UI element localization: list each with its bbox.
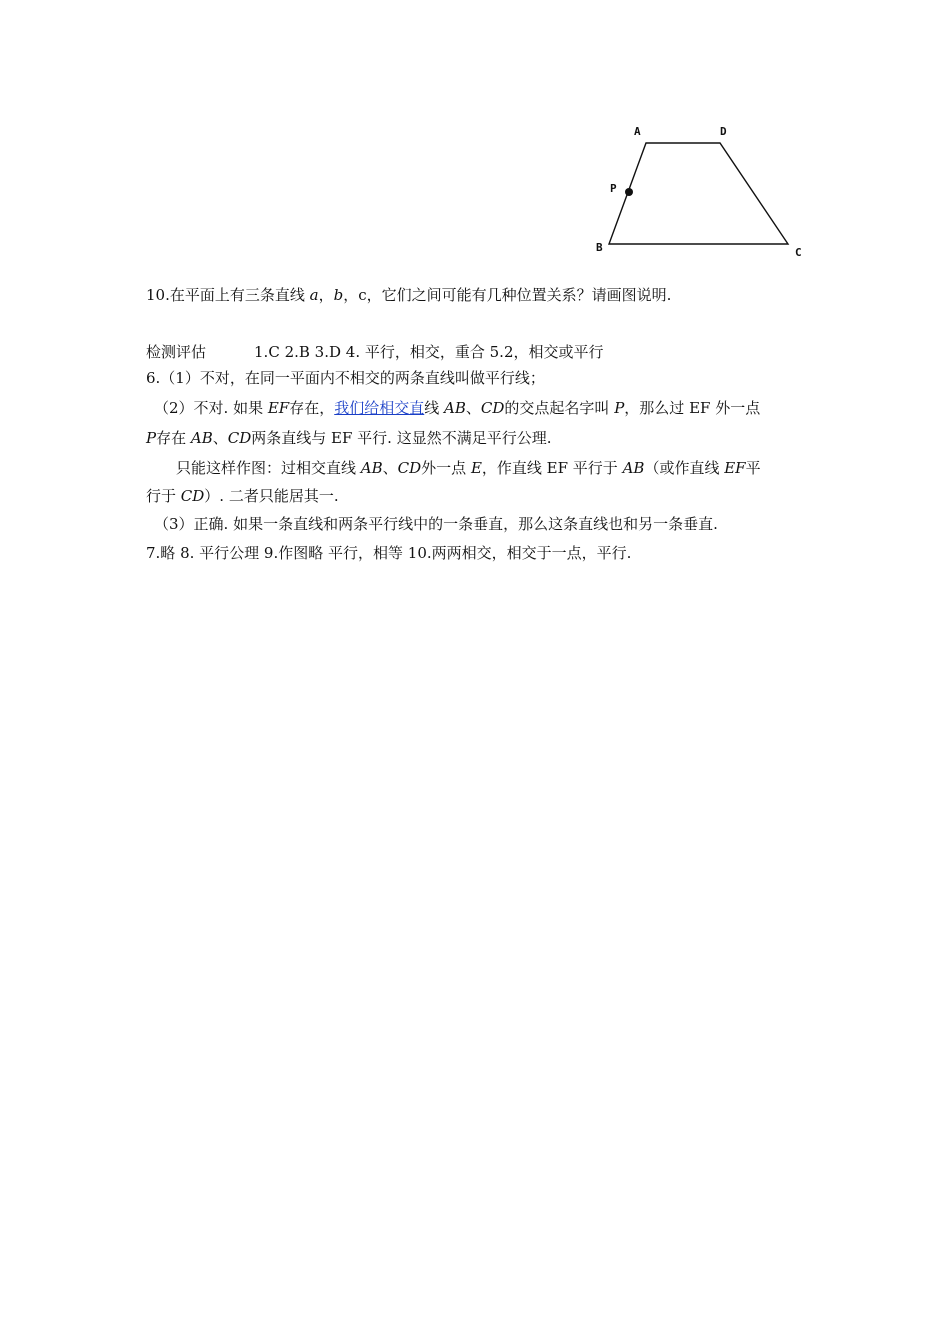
answers-line-3 [154, 398, 834, 418]
answers-line-4 [146, 428, 826, 448]
q10-text-a: 10.在平面上有三条直线 [146, 286, 310, 304]
label-d: D [720, 125, 727, 138]
related-link[interactable]: 我们给相交直 [334, 399, 425, 417]
point-p [625, 188, 633, 196]
label-c: C [795, 246, 802, 259]
answers-line-5 [176, 458, 856, 478]
trapezoid-diagram [590, 118, 820, 268]
line5-cd: CD [397, 459, 422, 477]
line3-ef: EF [267, 399, 290, 417]
line4-p: P [146, 429, 157, 447]
line5-ab: AB [360, 459, 383, 477]
line4-t3: 两条直线与 EF 平行. 这显然不满足平行公理. [251, 429, 552, 447]
line5-ab2: AB [622, 459, 645, 477]
answers-line-7: （3）正确. 如果一条直线和两条平行线中的一条垂直，那么这条直线也和另一条垂直. [154, 515, 718, 533]
line6-t2: ）. 二者只能居其一. [204, 487, 339, 505]
line3-t6: ，那么过 EF 外一点 [624, 399, 761, 417]
line3-t5: 的交点起名字叫 [504, 399, 615, 417]
line5-t4: ，作直线 EF 平行于 [481, 459, 623, 477]
line4-ab: AB [190, 429, 213, 447]
line4-cd: CD [227, 429, 252, 447]
line4-t2: 、 [212, 429, 228, 447]
line3-p: P [614, 399, 625, 417]
answers-line-6 [146, 486, 826, 506]
answers-line-1 [146, 342, 826, 362]
line3-cd: CD [480, 399, 505, 417]
line5-ef: EF [724, 459, 746, 477]
line5-t2: 、 [382, 459, 398, 477]
label-a: A [634, 125, 641, 138]
q10-var-b: b [333, 286, 344, 304]
answers-1-5: 1.C 2.B 3.D 4. 平行，相交，重合 5.2，相交或平行 [254, 343, 604, 361]
trapezoid-abcd [609, 143, 788, 244]
label-b: B [596, 241, 603, 254]
line3-t4: 、 [465, 399, 481, 417]
q10-text-b: c，它们之间可能有几种位置关系？请画图说明. [358, 286, 672, 304]
q10-sep1: ， [318, 286, 334, 304]
question-10 [146, 285, 826, 305]
line5-t5: （或作直线 [644, 459, 725, 477]
line6-cd: CD [180, 487, 205, 505]
line3-t2: 存在， [289, 399, 335, 417]
line5-t1: 只能这样作图：过相交直线 [176, 459, 361, 477]
line5-t6: 平 [745, 459, 761, 477]
answers-line-8: 7.略 8. 平行公理 9.作图略 平行，相等 10.两两相交，相交于一点，平行. [146, 544, 632, 562]
line4-t1: 存在 [156, 429, 191, 447]
line5-t3: 外一点 [421, 459, 471, 477]
trapezoid-figure [590, 118, 820, 268]
q10-var-a: a [309, 286, 319, 304]
line3-t1: （2）不对. 如果 [154, 399, 268, 417]
answers-heading: 检测评估 [146, 343, 207, 361]
label-p: P [610, 182, 617, 195]
line6-t1: 行于 [146, 487, 181, 505]
answers-line-2: 6.（1）不对，在同一平面内不相交的两条直线叫做平行线； [146, 369, 545, 387]
line3-t3: 线 [424, 399, 445, 417]
q10-sep2: ， [343, 286, 359, 304]
line3-ab: AB [444, 399, 466, 417]
line5-e: E [470, 459, 482, 477]
